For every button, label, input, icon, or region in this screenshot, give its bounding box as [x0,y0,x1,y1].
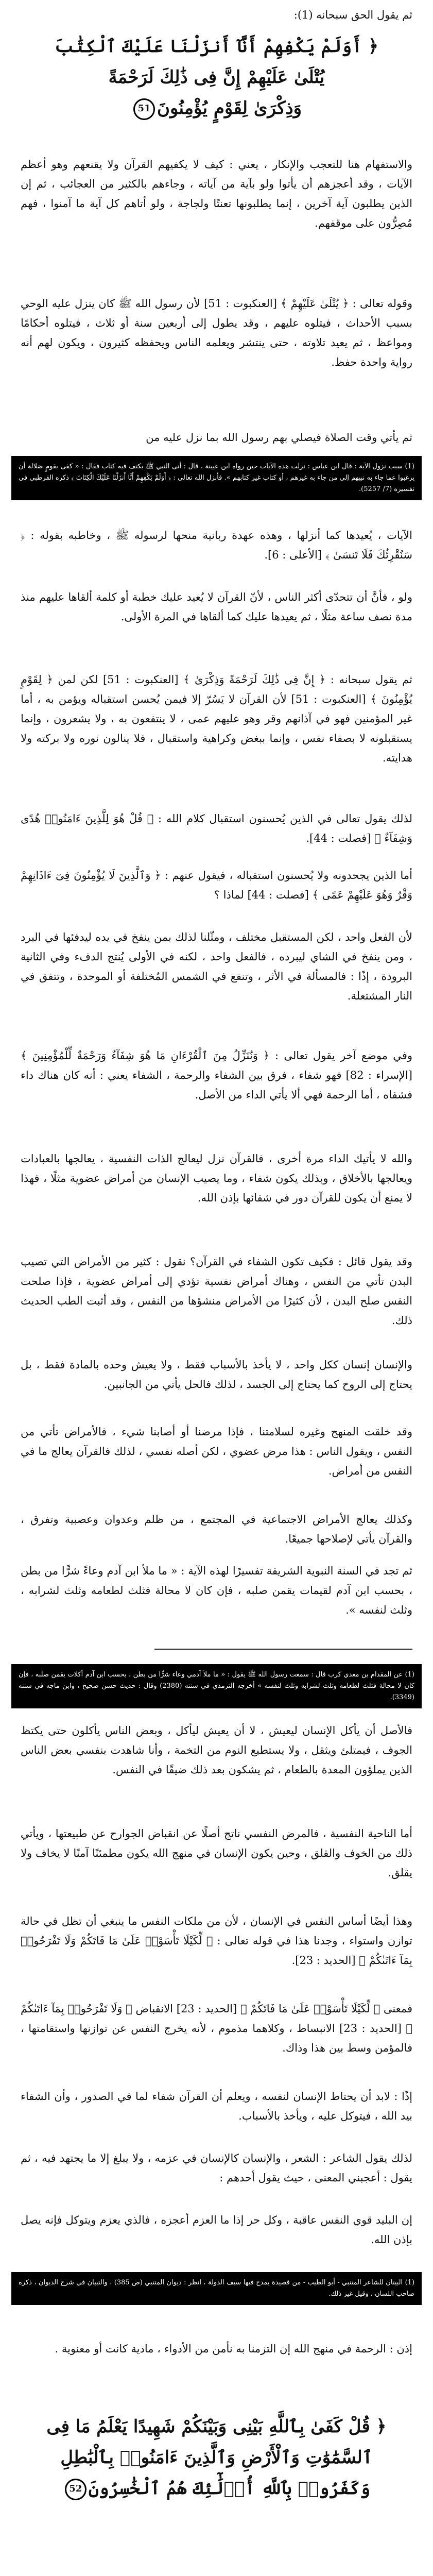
paragraph: والله لا يأتيك الداء مرة أخرى ، فالقرآن نزل ليعالج الذات النفسية ، يعالجها بالعبادات ويعالجها بالأخلاق ، وبذلك يكون شفاء ، وما يصيب الإنسان من أمراض عضوية مثلًا ، فهذا لا يمنع أن يكون للقرآن دور في شفائها بإذن الله. [21,1153,412,1204]
paragraph: وقوله تعالى : ﴿ يُتْلَىٰ عَلَيْهِمْ ﴾ [العنكبوت : 51] لأن رسول الله ﷺ كان ينزل عليه الوحي بسبب الأحداث ، فيتلوه عليهم ، وقد يطول إلى أربعين سنة أو ثلاث ، فيتلوه أحكامًا ومواعظ ، ثم يعيد تلاوته ، حتى ينتشر ويعلمه الناس ويحفظه كثيرون ، ويكون لهم أنه رواية واحدة حفظ. [21,297,412,368]
verse-line: ﴿ أَوَلَمْ يَكْفِهِمْ أَنَّآ أَنزَلْنَا عَلَيْكَ ٱلْكِتَٰبَ [55,36,378,57]
paragraph: ثم يقول سبحانه : ﴿ إِنَّ فِى ذَٰلِكَ لَرَحْمَةً وَذِكْرَىٰ ﴾ [العنكبوت : 51] لكن لمن ﴿ لِقَوْمٍ يُؤْمِنُونَ ﴾ [العنكبوت : 51] لأن القرآن لا يَسُرّ إلا فيمن يُحسن استقباله ويؤمن به ، أما غير المؤمنين فهو في آذانهم وقر وهو عليهم عمى ، لا ينتفعون به ، ولا يشعرون ، وإنما يستقبلونه لا بصفاء نفس ، وإنما ببغض وكراهية واستقبال ، فلا ينالون نوره ولا بركته ولا هدايته. [21,673,413,764]
paragraph: أما الذين يجحدونه ولا يُحسنون استقباله ، فيقول عنهم : ﴿ وَٱلَّذِينَ لَا يُؤْمِنُونَ فِىٓ ءَاذَانِهِمْ وَقْرٌ وَهُوَ عَلَيْهِمْ عَمًى ﴾ [فصلت : 44] لماذا ؟ [21,869,412,901]
paragraph: والاستفهام هنا للتعجب والإنكار ، يعني : كيف لا يكفيهم القرآن ولا يقنعهم وهو أعظم الآيات ، وقد أعجزهم أن يأتوا ولو بآية من آياته ، وجاءهم بالكثير من العجائب ، ثم إن الذين يطلبون آية آخرين ، إنما يطلبونها تعنتًا ولجاجة ، ولو أتاهم كل آية ما آمنوا ، فهم مُصِرُّون على موقفهم. [21,158,412,229]
paragraph: ثم تجد في السنة النبوية الشريفة تفسيرًا لهذه الآية : « ما ملأ ابن آدم وعاءً شرًّا من بطن ، بحسب ابن آدم لقيمات يقمن صلبه ، فإن كان لا محالة فثلث لطعامه وثلث لشرابه ، وثلث لنفسه ». [21,1565,412,1616]
verse-line: يُتْلَىٰ عَلَيْهِمْ إِنَّ فِى ذَٰلِكَ لَرَحْمَةً [108,67,325,88]
paragraph: فمعنى ﴿ لِّكَيْلَا تَأْسَوْا۟ عَلَىٰ مَا فَاتَكُمْ ﴾ [الحديد : 23] الانقباض ﴿ وَلَا تَفْرَحُوا۟ بِمَآ ءَاتَىٰكُمْ ﴾ [الحديد : 23] الانبساط ، وكلاهما مذموم ، لأنه يخرج النفس عن توازنها واستقامتها ، فالمؤمن وسط بين هذا وذاك. [21,2003,413,2054]
footnote-box [11,456,422,500]
paragraph: ولو ، فأنَّ أن تتحدّى أكثر الناس ، لأنّ القرآن لا يُعيد عليك خطبة أو كلمة ألقاها عليهم منذ مدة نصف ساعة مثلًا ، ثم يعيدها عليك كما ألقاها في المرة الأولى. [21,591,412,623]
paragraph: الآيات ، يُعيدها كما أنزلها ، وهذه عهدة ربانية منحها لرسوله ﷺ ، وخاطبه بقوله : ﴿ سَنُقْرِئُكَ فَلَا تَنسَىٰ ﴾ [الأعلى : 6]. [21,529,412,561]
footnote-box [11,1664,422,1708]
intro-line: ثم يقول الحق سبحانه (1): [293,9,412,21]
footnote-text: (1) البيتان للشاعر المتنبي - أبو الطيب - من قصيدة يمدح فيها سيف الدولة ، انظر : ديوان المتنبي (ص 385) ، والتبيان في شرح الديوان ، ذكره صاحب اللسان ، وقيل غير ذلك. [19,2279,415,2298]
paragraph: إذًا : لابد أن يحتاط الإنسان لنفسه ، ويعلم أن القرآن شفاء لما في الصدور ، وأن الشفاء بيد الله ، فيتوكل عليه ، ويأخذ بالأسباب. [21,2090,412,2122]
paragraph: وقد خلقت المنهج وغيره لسلامتنا ، فإذا مرضنا أو أصابنا شيء ، فالأمراض تأتي من النفس ، ويقول الناس : هذا مرض عضوي ، لكن أصله نفسي ، لذلك فالقرآن يعالج ما في النفس من أمراض. [21,1426,412,1477]
verse-line [36,93,397,124]
paragraph: وقد يقول قائل : فكيف تكون الشفاء في القرآن؟ نقول : كثير من الأمراض التي تصيب البدن تأتي من النفس ، وهناك أمراض نفسية تؤدي إلى أمراض عضوية ، فإذا صلحت النفس صلح البدن ، لأن كثيرًا من الأمراض منشؤها من النفس ، وقد أثبت الطب الحديث ذلك. [21,1256,412,1327]
verse-text: وَكَفَرُوا۟ بِٱللَّهِ أُو۟لَٰٓئِكَ هُمُ ٱلْخَٰسِرُونَ [88,2478,371,2499]
paragraph: والإنسان إنسان ككل واحد ، لا يأخذ بالأسباب فقط ، ولا يعيش وحده بالمادة فقط ، بل يحتاج إلى الروح كما يحتاج إلى الجسد ، لذلك فالحل يأتي من الجانبين. [21,1359,412,1391]
paragraph: لذلك يقول تعالى في الذين يُحسنون استقبال كلام الله : ﴿ قُلْ هُوَ لِلَّذِينَ ءَامَنُوا۟ هُدًى وَشِفَآءٌ ﴾ [فصلت : 44]. [21,812,412,844]
paragraph: ثم يأتي وقت الصلاة فيصلي بهم رسول الله بما نزل عليه من [146,431,412,444]
paragraph: إن البليد قوي النفس عاقبة ، وكل حر إذا ما العزم أعجزه ، فالذي يعزم ويتوكل فإنه يصل بإذن الله. [21,2214,412,2246]
footnote-text: (1) عن المقدام بن معدي كرب قال : سمعت رسول الله ﷺ يقول : « ما ملأ آدمي وعاء شرًّا من بطن ، بحسب ابن آدم أكلات يقمن صلبه ، فإن كان لا محالة فثلث لطعامه وثلث لشرابه وثلث لنفسه » أخرجه الترمذي في سننه (2380) وقال : حديث حسن صحيح ، وابن ماجه في سننه (3349). [19,1671,414,1701]
paragraph: أما الناحية النفسية ، فالمرض النفسي ناتج أصلًا عن انقباض الجوارح عن طبيعتها ، ويأتي ذلك من الخوف والقلق ، وحين يكون الإنسان في منهج الله يكون مطمئنًا آمنًا لا يخاف ولا يقلق. [21,1827,412,1879]
paragraph: لأن الفعل واحد ، لكن المستقبل مختلف ، ومثّلنا لذلك بمن ينفخ في يده ليدفئها في البرد ، ومن ينفخ في الشاي ليبرده ، فالفعل واحد ، لكنه في الأولى يُنتج الدفء وفي الثانية البرودة ، إذًا : فالمسألة في الأثر ، وتنفع في الشمس المُختلفة أو الموحدة ، وتتفق في النار المشتعلة. [21,931,412,1002]
verse-line [36,2473,397,2504]
paragraph: وفي موضع آخر يقول تعالى : ﴿ وَنُنَزِّلُ مِنَ ٱلْقُرْءَانِ مَا هُوَ شِفَآءٌ وَرَحْمَةٌ لِّلْمُؤْمِنِينَ ﴾ [الإسراء : 82] فهو شفاء ، فرق بين الشفاء والرحمة ، الشفاء يعني : أنه كان هناك داء فشفاه ، أما الرحمة فهي ألا يأتي الداء من الأصل. [21,1049,412,1101]
footnote-divider [154,1649,412,1650]
footnote-text: (1) سبب نزول الآية : قال ابن عباس : نزلت هذه الآيات حين رواه ابن عيينة . قال : أتى النبي ﷺ بكتف فيه كتاب فقال : « كفى بقومٍ ضلالة أن يرغبوا عما جاء به نبيهم إلى من جاء به غيرهم ، أو كتاب غير كتابهم ». فأنزل الله تعالى : ﴿ أَوَلَمْ يَكْفِهِمْ أَنَّا أَنزَلْنَا عَلَيْكَ الْكِتَابَ ﴾ ذكره القرطبي في تفسيره (7/ 5257). [19,463,414,493]
paragraph: وكذلك يعالج الأمراض الاجتماعية في المجتمع ، من ظلم وعدوان وعصبية وتفرق ، والقرآن يأتي لإصلاحها جميعًا. [21,1513,412,1545]
paragraph: لذلك يقول الشاعر : الشعر ، والإنسان كالإنسان في عزمه ، ولا يبلغ إلا ما يجتهد فيه ، ثم يقول : أعجبني المعنى ، حيث يقول أحدهم : [21,2152,412,2184]
verse-line: ﴿ قُلْ كَفَىٰ بِٱللَّهِ بَيْنِى وَبَيْنَكُمْ شَهِيدًا يَعْلَمُ مَا فِى [46,2416,387,2437]
verse-number-marker: 52 [65,2479,86,2500]
verse-text: وَذِكْرَىٰ لِقَوْمٍ يُؤْمِنُونَ [157,98,302,118]
footnote-box [11,2272,422,2305]
verse-number-marker: 51 [133,98,155,120]
quran-verse-51 [36,31,397,124]
verse-line: ٱلسَّمَٰوَٰتِ وَٱلْأَرْضِ وَٱلَّذِينَ ءَامَنُوا۟ بِٱلْبَٰطِلِ [60,2447,373,2468]
quran-verse-52 [36,2411,397,2504]
closing-paragraph: إذن : الرحمة في منهج الله إن التزمنا به نأمن من الأدواء ، مادية كانت أو معنوية . [55,2343,412,2355]
paragraph: فالأصل أن يأكل الإنسان ليعيش ، لا أن يعيش ليأكل ، وبعض الناس يأكلون حتى يكتظ الجوف ، فيمتلئ ويثقل ، ولا يستطيع النوم من التخمة ، وأنا شاهدت بنفسي بعض الناس الذين يملؤون المعدة بالطعام ، ثم يشكون بعد ذلك ضيقًا في النفس. [21,1724,413,1776]
paragraph: وهذا أيضًا أساس النفس في الإنسان ، لأن من ملكات النفس ما ينبغي أن تظل في حالة توازن واستواء ، وجدنا هذا في قوله تعالى : ﴿ لِّكَيْلَا تَأْسَوْا۟ عَلَىٰ مَا فَاتَكُمْ وَلَا تَفْرَحُوا۟ بِمَآ ءَاتَىٰكُمْ ﴾ [الحديد : 23]. [21,1915,412,1967]
